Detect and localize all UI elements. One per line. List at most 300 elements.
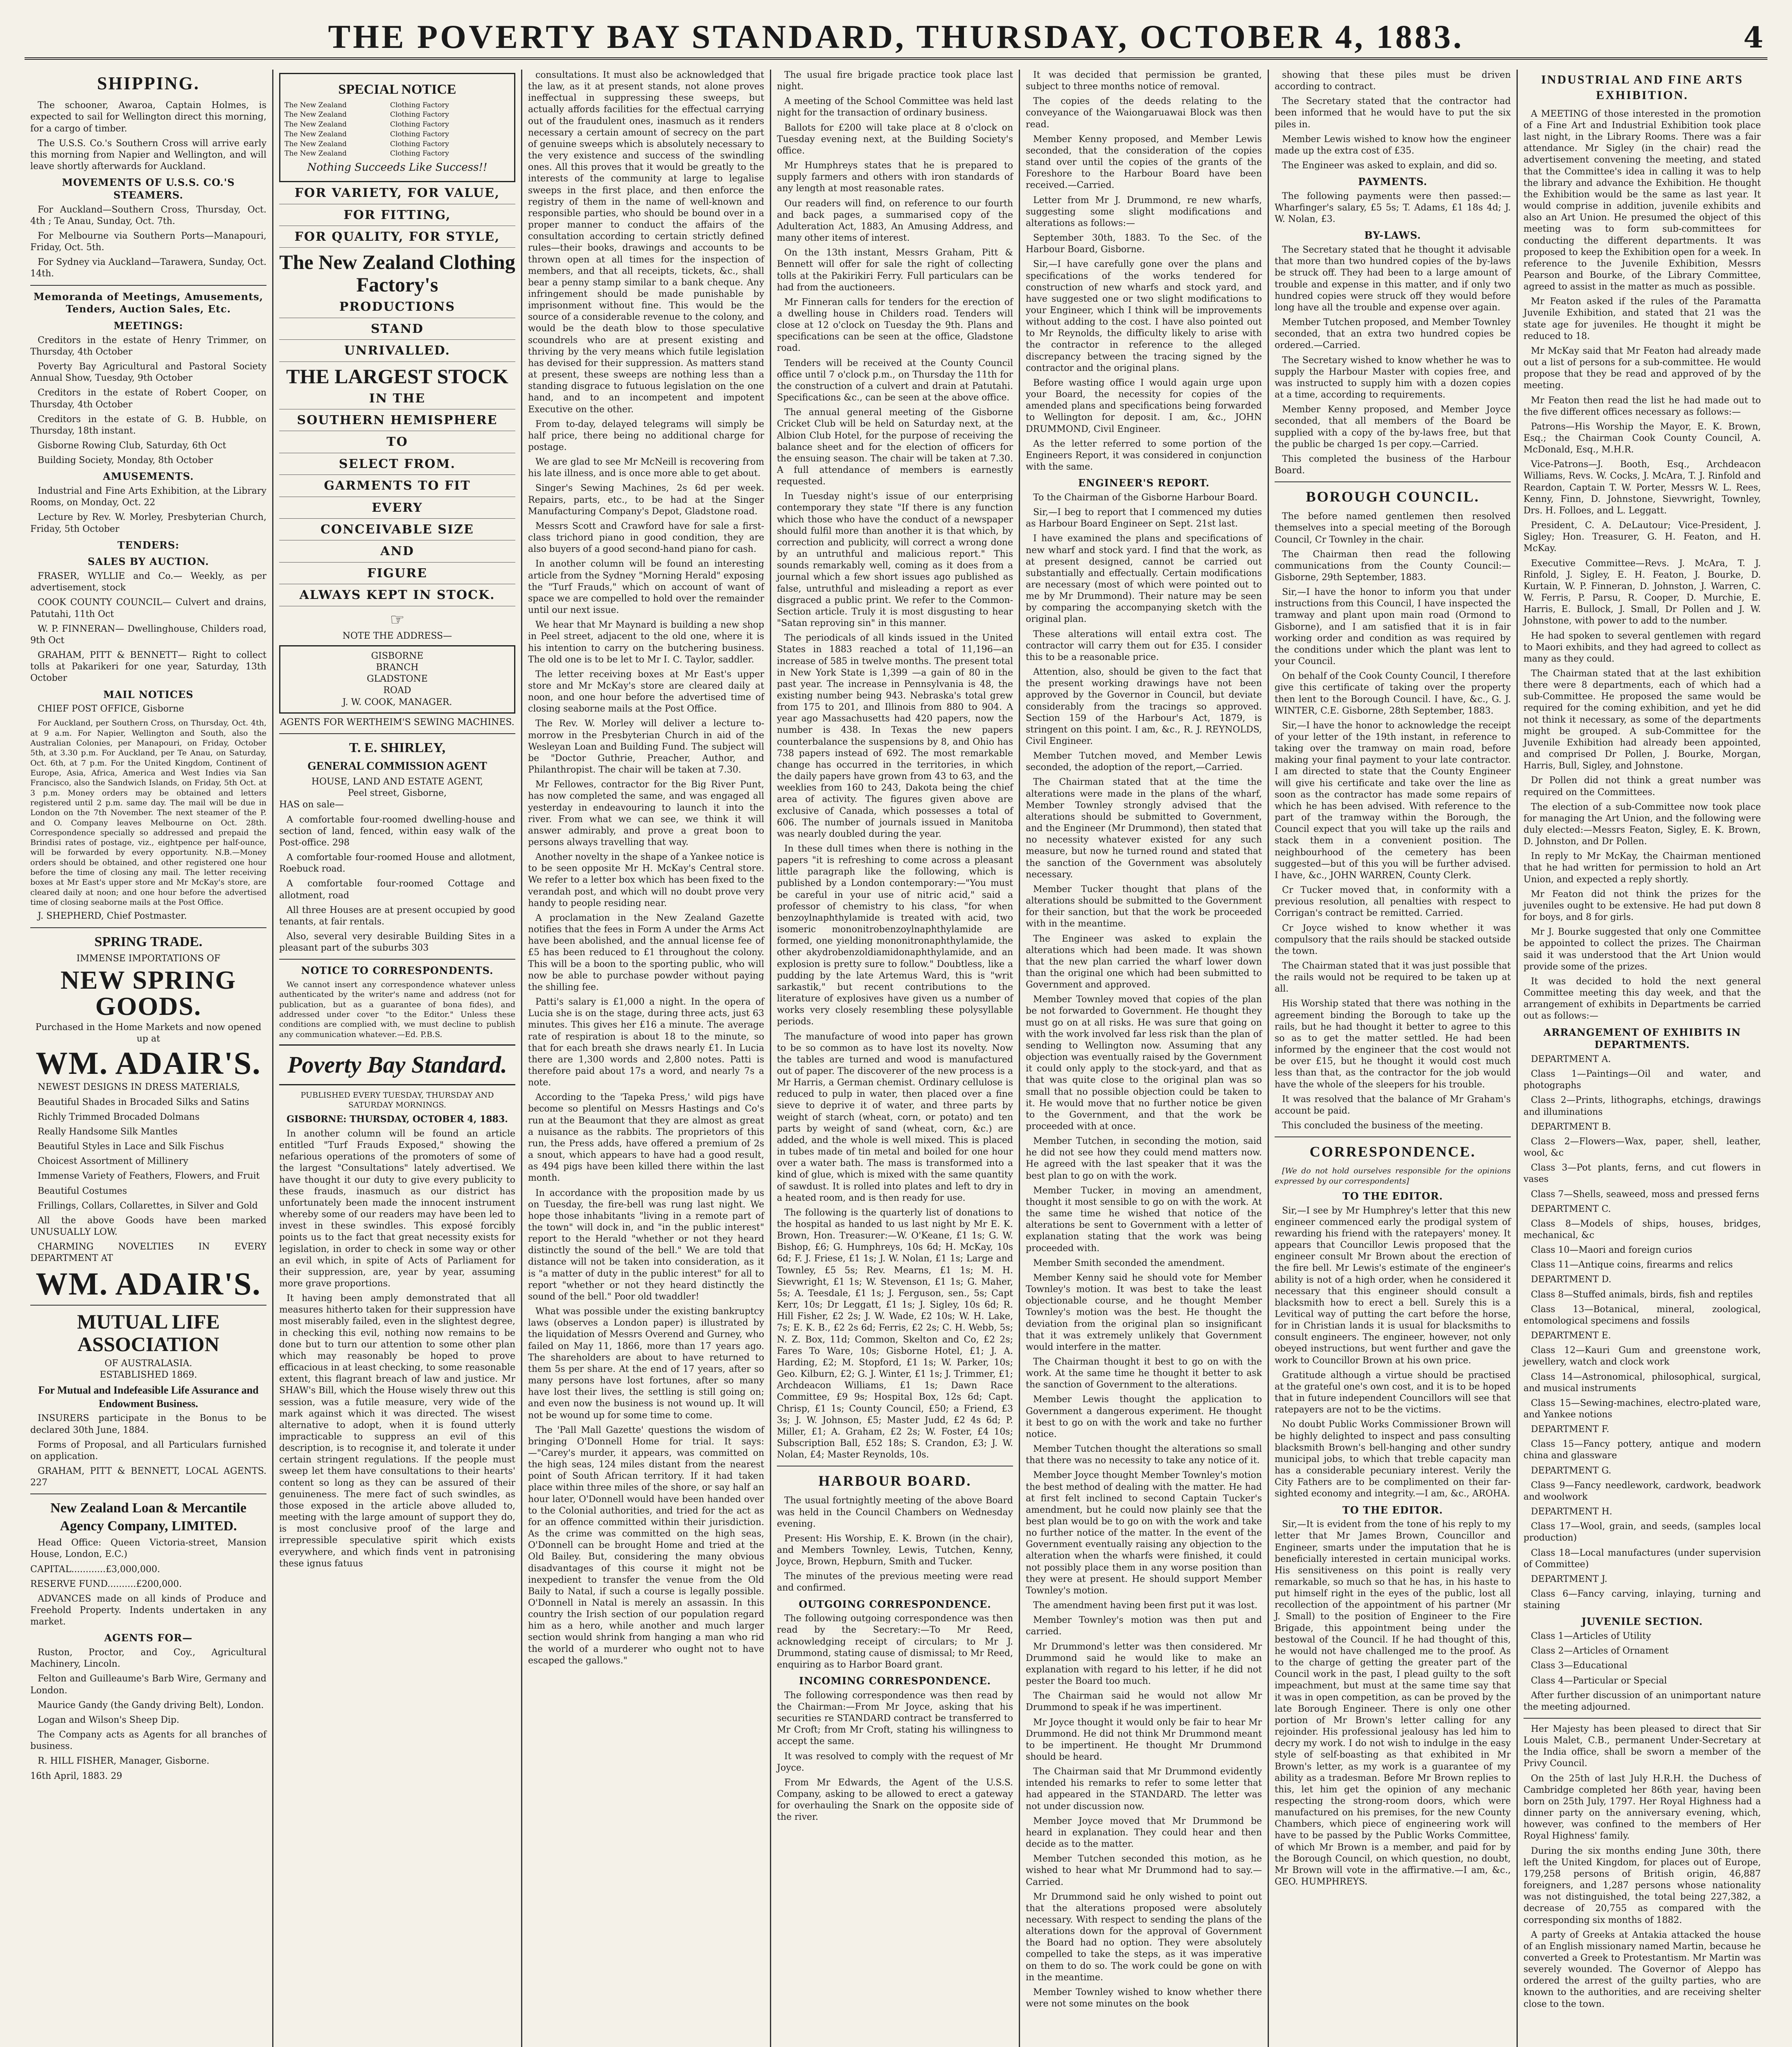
- address-line: J. W. COOK, MANAGER.: [342, 697, 452, 707]
- movement-item: For Auckland—Southern Cross, Thursday, Oct. 4th ; Te Anau, Sunday, Oct. 7th.: [30, 204, 266, 226]
- borough-council-heading: BOROUGH COUNCIL.: [1306, 488, 1480, 505]
- movement-item: For Sydney via Auckland—Tarawera, Sunday, Oct. 14th.: [30, 257, 266, 279]
- address-line: GISBORNE: [371, 651, 424, 661]
- sale-item: A comfortable four-roomed Cottage and allotment, road: [279, 879, 515, 901]
- editorial-paragraph: In another column will be found an article entitled "Turf Frauds Exposed," showing the nefarious operations of the promoters of some of the largest "Consultations" lately advertised. We have thought it our duty to give every publicity to these frauds, inasmuch as our district has unfortunately been made the innocent instrument whereby some of our readers may have been led to invest in these swindles. This exposé forcibly points us to the fact that great necessity exists for legislation, in order to check in some way or other an evil which, in spite of Acts of Parliament for their suppression, are, year by year, assuming more grave proportions.: [279, 1128, 515, 1289]
- house-land: HOUSE, LAND AND ESTATE AGENT,: [311, 777, 483, 787]
- harbour-paragraph: The Engineer was asked to explain, and did so.: [1282, 160, 1497, 171]
- news-paragraph: On the 25th of last July H.R.H. the Duchess of Cambridge completed her 86th year, having been born on 25th July, 1797. Her Royal Highness had a dinner party on the anniversary evening, which, however, was confined to the members of Her Royal Highness' family.: [1523, 1773, 1761, 1841]
- harbour-paragraph: Sir,—I have carefully gone over the plans and specifications of the works tendered for construction of new wharfs and stock yard, and have suggested one or two slight modifications to your Engineer, which I think will be improvements without adding to the cost. I have also pointed out to Mr Reynolds, the difficulty likely to arise with the contractor in reference to the alleged discrepancy between the tracing signed by the contractor and the original plans.: [1026, 259, 1262, 373]
- juvenile-item: Class 3—Educational: [1531, 1661, 1627, 1671]
- shipping-text: The schooner, Awaroa, Captain Holmes, is expected to sail for Wellington direct this morning, for a cargo of timber.: [30, 100, 266, 134]
- sale-item: FRASER, WYLLIE and Co.— Weekly, as per advertisement, stock: [30, 571, 266, 593]
- bylaws-paragraph: This completed the business of the Harbour Board.: [1275, 454, 1511, 476]
- ad-line: STAND: [279, 321, 515, 340]
- divider: [1275, 481, 1511, 482]
- nz-clothing-factory: The New Zealand Clothing Factory's: [279, 251, 515, 296]
- general-commission: GENERAL COMMISSION AGENT: [307, 760, 487, 773]
- exhibition-paragraph: He had spoken to several gentlemen with regard to Maori exhibits, and they had agreed to collect as many as they could.: [1523, 630, 1761, 664]
- letter-paragraph: Sir,—I see by Mr Humphrey's letter that this new engineer commenced early the prodigal system of rewarding his friend with the ratepayers' money. It appears that Councillor Lewis proposed that the engineer consult Mr Brown about the erection of the fire bell. Mr Lewis's estimate of the engineer's ability is not of a high order, when he considered it necessary that this engineer should consult a blacksmith how to erect a bell. Surely this is a Levitical way of putting the cart before the horse, for in Christian lands it is usual for blacksmiths to consult engineers. The engineer, however, not only obeyed instructions, but went further and gave the work to Councillor Brown at his own price.: [1275, 1205, 1511, 1366]
- sale-item: All three Houses are at present occupied by good tenants, at fair rentals.: [279, 905, 515, 927]
- harbour-paragraph: showing that these piles must be driven according to contract.: [1275, 70, 1511, 92]
- harbour-paragraph: Member Kenny said he should vote for Member Townley's motion. It was best to take the least objectionable course, and he thought Member Townley's motion was the best. He thought the deviation from the original plan so insignificant that it was extremely unlikely that Government would interfere in the matter.: [1026, 1272, 1262, 1352]
- unusually-low: All the above Goods have been marked UNUSUALLY LOW.: [30, 1215, 266, 1238]
- news-paragraph: Patti's salary is £1,000 a night. In the opera of Lucia she is on the stage, during three acts, just 63 minutes. This gives her £16 a minute. The average rate of respiration is about 18 to the minute, so that for each breath she draws nearly £1. In Lucia there are 1,300 words and 2,800 notes. Patti is therefore paid about 17s a word, and nearly 7s a note.: [528, 997, 764, 1088]
- memoranda-heading: Memoranda of Meetings, Amusements, Tenders, Auction Sales, Etc.: [33, 290, 264, 315]
- department-item: Class 15—Fancy pottery, antique and modern china and glassware: [1523, 1439, 1761, 1461]
- ad-line: FOR QUALITY, FOR STYLE,: [279, 229, 515, 248]
- masthead: [25, 16, 1767, 60]
- harbour-paragraph: Letter from Mr J. Drummond, re new wharfs, suggesting some slight modifications and alterations as follows:—: [1026, 195, 1262, 228]
- meeting-item: Gisborne Rowing Club, Saturday, 6th Oct: [38, 441, 226, 451]
- harbour-paragraph: I have examined the plans and specifications of new wharf and stock yard. I find that the work, as at present designed, cannot be carried out substantially and effectually. Certain modifications are necessary (most of which were pointed out to me by Mr Drummond). Their nature may be seen by comparing the accompanying sketch with the original plan.: [1026, 533, 1262, 625]
- news-paragraph: According to the 'Tapeka Press,' wild pigs have become so plentiful on Messrs Hastings and Co's run at the Beaumont that they are almost as great a nuisance as the rabbits. The proprietors of this run, the Press adds, have offered a premium of 2s a snout, which appears to have had a good result, as 494 pigs have been killed there within the last month.: [528, 1092, 764, 1184]
- news-paragraph: In Tuesday night's issue of our enterprising contemporary they state "If there is any function which those who have the conduct of a newspaper should fulfil more than another it is that which, by correction and publicity, will correct a wrong done by an untruthful and malicious report." This sounds remarkably well, coming as it does from a journal which a few short issues ago published as false, untruthful and misleading a report as ever disgraced a public print. We refer to the Common-Section article. Truly it is most disgusting to hear "Satan reproving sin" in this manner.: [777, 491, 1013, 629]
- design-item: NEWEST DESIGNS IN DRESS MATERIALS,: [38, 1082, 240, 1093]
- borough-paragraph: The before named gentlemen then resolved themselves into a special meeting of the Borough Council, Cr Townley in the chair.: [1275, 511, 1511, 545]
- factory-left: The New Zealand: [284, 101, 347, 109]
- to-the-editor: TO THE EDITOR.: [1342, 1504, 1443, 1516]
- sale-item: GRAHAM, PITT & BENNETT— Right to collect tolls at Pakarikeri for one year, Saturday, 13th October: [30, 650, 266, 684]
- ad-line: FOR FITTING,: [279, 208, 515, 226]
- news-paragraph: We are glad to see Mr McNeill is recovering from his late illness, and is once more able to get about.: [528, 457, 764, 479]
- date-footer: 16th April, 1883. 29: [30, 1771, 122, 1781]
- factory-left: The New Zealand: [284, 140, 347, 148]
- factory-right: Clothing Factory: [390, 111, 449, 119]
- sale-item: W. P. FINNERAN— Dwellinghouse, Childers road, 9th Oct: [30, 624, 266, 646]
- letter-paragraph: Gratitude although a virtue should be practised at the grateful one's own cost, and it is to be hoped that in future independent Councillors will see that ratepayers are not to be the victims.: [1275, 1370, 1511, 1415]
- news-paragraph: Mr Fellowes, contractor for the Big River Punt, has now completed the same, and was engaged all yesterday in endeavouring to launch it into the river. From what we can see, we think it will answer admirably, and prove a great boon to persons always travelling that way.: [528, 779, 764, 847]
- factory-left: The New Zealand: [284, 111, 347, 119]
- department-item: DEPARTMENT A.: [1531, 1054, 1611, 1064]
- department-item: Class 11—Antique coins, firearms and relics: [1531, 1260, 1733, 1270]
- divider: [30, 1493, 266, 1494]
- harbour-paragraph: The Chairman thought it best to go on with the work. At the same time he thought it better to ask the sanction of Government to the alterations.: [1026, 1356, 1262, 1390]
- news-paragraph: The usual fire brigade practice took place last night.: [777, 70, 1013, 92]
- news-paragraph: The 'Pall Mall Gazette' questions the wisdom of bringing O'Donnell Home for trial. It says:—"Carey's murder, it appears, was committed on the high seas, 124 miles distant from the nearest point of South African territory. If it had taken place within three miles of the shore, or say half an hour later, O'Donnell would have been handed over to the Colonial authorities, and tried for the act as for an offence committed within their jurisdiction. As the crime was committed on the high seas, O'Donnell can be brought Home and tried at the Old Bailey. But, considering the many obvious disadvantages of this course it might not be inexpedient to transfer the venue from the Old Baily to Natal, if such a course is legally possible. O'Donnell in Natal is merely an assassin. In this country the Irish section of our population regard him as a hero, while another and much larger section would shrink from hanging a man who rid the world of a murderer who ought not to have escaped the gallows.": [528, 1425, 764, 1666]
- design-item: Immense Variety of Feathers, Flowers, and Fruit: [38, 1171, 260, 1182]
- amusement-item: Industrial and Fine Arts Exhibition, at the Library Rooms, on Monday, Oct. 22: [30, 486, 266, 508]
- ad-line: IN THE: [279, 391, 515, 409]
- news-paragraph: Mr Finneran calls for tenders for the erection of a dwelling house in Childers road. Tenders will close at 12 o'clock on Tuesday the 9th. Plans and specifications can be seen at the office, Gladstone road.: [777, 297, 1013, 354]
- department-item: DEPARTMENT J.: [1531, 1574, 1607, 1584]
- ad-line: ALWAYS KEPT IN STOCK.: [279, 587, 515, 606]
- exhibition-paragraph: Mr McKay said that Mr Featon had already made out a list of persons for a sub-committee. He would propose that they be read and approved of by the meeting.: [1523, 346, 1761, 391]
- nothing-succeeds: Nothing Succeeds Like Success!!: [307, 161, 487, 174]
- harbour-paragraph: Attention, also, should be given to the fact that the present working drawings have not been approved by the Governor in Council, but deviate considerably from the tracings so approved. Section 159 of the Harbour's Act, 1879, is stringent on this point. I am, &c., R. J. REYNOLDS, Civil Engineer.: [1026, 667, 1262, 746]
- borough-paragraph: Sir,—I have the honor to acknowledge the receipt of your letter of the 19th instant, in reference to taking over the tramway on main road, before making your final payment to your late contractor. I am directed to state that the County Engineer will give his certificate and take over the line as soon as the contractor has made some repairs of which he has been advised. With reference to the part of the tramway within the Borough, the Council expect that you will take up the rails and stack them in a convenient position. The neighbourhood of the cemetery has been suggested—but of this you will be further advised. I have, &c., JOHN WARREN, County Clerk.: [1275, 720, 1511, 881]
- design-item: Beautiful Costumes: [38, 1186, 127, 1196]
- mutual-indefeasible: For Mutual and Indefeasible Life Assurance and Endowment Business.: [38, 1384, 259, 1410]
- news-paragraph: Her Majesty has been pleased to direct that Sir Louis Malet, C.B., permanent Under-Secretary at the India office, shall be sworn a member of the Privy Council.: [1523, 1724, 1761, 1769]
- sale-item: A comfortable four-roomed House and allotment, Roebuck road.: [279, 852, 515, 874]
- department-item: DEPARTMENT G.: [1531, 1465, 1611, 1476]
- immense-importations: IMMENSE IMPORTATIONS OF: [76, 953, 221, 964]
- news-paragraph: A meeting of the School Committee was held last night for the transaction of ordinary business.: [777, 96, 1013, 118]
- exhibition-paragraph: Dr Pollen did not think a great number was required on the Committees.: [1523, 775, 1761, 798]
- department-item: Class 8—Models of ships, houses, bridges, mechanical, &c: [1523, 1218, 1761, 1240]
- news-paragraph: From to-day, delayed telegrams will simply be half price, there being no additional charge for postage.: [528, 419, 764, 452]
- bylaws-paragraph: The Secretary stated that he thought it advisable that more than two hundred copies of the by-laws be struck off. They had been to a large amount of trouble and expense in this matter, and if only two hundred copies were struck off they would before long have all the trouble and expense over again.: [1275, 245, 1511, 313]
- department-item: Class 3—Pot plants, ferns, and cut flowers in vases: [1523, 1163, 1761, 1185]
- mutual-life-title: MUTUAL LIFE ASSOCIATION: [77, 1310, 220, 1356]
- design-item: Beautiful Shades in Brocaded Silks and Satins: [38, 1097, 249, 1107]
- harbour-paragraph: It was resolved to comply with the request of Mr Joyce.: [777, 1751, 1013, 1773]
- bylaws-paragraph: Member Tutchen proposed, and Member Townley seconded, that an extra two hundred copies be ordered.—Carried.: [1275, 317, 1511, 351]
- juvenile-item: Class 2—Articles of Ornament: [1531, 1646, 1669, 1656]
- juvenile-heading: JUVENILE SECTION.: [1581, 1615, 1703, 1628]
- letter-paragraph: Sir,—It is evident from the tone of his reply to my letter that Mr James Brown, Councillor and Engineer, smarts under the imputation that he is beneficially interested in certain municipal works. His sensitiveness on this point is really very remarkable, so much so that he has, in his haste to put himself right in the eyes of the public, lost all recollection of the appointment of his partner (Mr J. Small) to the position of Engineer to the Fire Brigade, this appointment being under the bestowal of the Council. If he had thought of this, he would not have challenged me to the proof. As to the charge of getting the greater part of the Council work in the past, I plead guilty to the soft impeachment, but must at the same time say that it was in open competition, as can be proved by the late Borough Engineer. There is only one other portion of Mr Brown's letter calling for any rejoinder. His professional jealousy has led him to decry my work. I do not wish to indulge in the easy style of self-boasting as that exhibited in Mr Brown's letter, as my work is a guarantee of my ability as a tradesman. Before Mr Brown replies to this, let him get the opinion of any mechanic respecting the strong-room doors, which were manufactured on his premises, for the new County Chambers, which piece of engineering work will have to be passed by the Public Works Committee, of which Mr Brown is a member, and paid for by the Borough Council, on which question, no doubt, Mr Brown will vote in the affirmative.—I am, &c., GEO. HUMPHREYS.: [1275, 1519, 1511, 1887]
- column-6: [1269, 70, 1518, 2047]
- harbour-subheading: INCOMING CORRESPONDENCE.: [799, 1675, 991, 1687]
- ad-line: SOUTHERN HEMISPHERE: [279, 413, 515, 431]
- factory-row: [284, 111, 510, 120]
- harbour-paragraph: Member Townley wished to know whether there were not some minutes on the book: [1026, 1987, 1262, 2009]
- ad-line: TO: [279, 434, 515, 453]
- news-paragraph: The periodicals of all kinds issued in the United States in 1883 reached a total of 11,196—an increase of 585 in twelve months. The present total in New York State is 1,399 —a gain of 80 in the past year. The increase in Pennsylvania is 48, the existing number being 943. Nebraska's total grew from 175 to 201, and Illinois from 880 to 904. A year ago Massachusetts had 420 papers, now the number is 438. In Texas the new papers counterbalance the suspensions by 8, and Ohio has 738 papers instead of 692. The most remarkable change has occurred in the territories, in which the daily papers have grown from 43 to 63, and the weeklies from 160 to 243, Dakota being the chief area of activity. The figures given above are exclusive of Canada, which possesses a total of 606. The number of journals issued in Manitoba was nearly doubled during the year.: [777, 633, 1013, 839]
- factory-left: The New Zealand: [284, 130, 347, 138]
- department-item: DEPARTMENT B.: [1531, 1121, 1611, 1132]
- harbour-paragraph: The following outgoing correspondence was then read by the Secretary:—To Mr Reed, acknowledging receipt of circulars; to Mr J. Drummond, stating cause of dismissal; to Mr Reed, enquiring as to Harbor Board grant.: [777, 1613, 1013, 1670]
- news-paragraph: Our readers will find, on reference to our fourth and back pages, a summarised copy of the Adulteration Act, 1883, An Amusing Address, and many other items of interest.: [777, 198, 1013, 244]
- exhibition-paragraph: President, C. A. DeLautour; Vice-President, J. Sigley; Hon. Treasurer, G. H. Featon, and H. McKay.: [1523, 520, 1761, 554]
- department-item: Class 10—Maori and foreign curios: [1531, 1245, 1693, 1256]
- newspaper-title: THE POVERTY BAY STANDARD, THURSDAY, OCTOBER 4, 1883.: [328, 18, 1464, 55]
- shipping-heading: SHIPPING.: [97, 73, 200, 93]
- exhibition-paragraph: The Chairman stated that at the last exhibition there were 8 departments, each of which had a sub-Committee. He proposed the same would be required for the coming exhibition, and yet he did not think it necessary, as some of the departments might be grouped. A sub-Committee for the Juvenile Exhibition had already been appointed, and comprised Dr Pollen, J. Bourke, Morgan, Harris, Bull, Sigley, and Johnstone.: [1523, 668, 1761, 771]
- news-paragraph: The letter receiving boxes at Mr East's upper store and Mr McKay's store are cleared daily at noon, and one hour before the advertised time of closing seaborne mails at the Post Office.: [528, 669, 764, 714]
- harbour-board-heading: HARBOUR BOARD.: [818, 1473, 972, 1489]
- reserve-fund: RESERVE FUND..........£200,000.: [30, 1579, 182, 1589]
- exhibition-paragraph: Patrons—His Worship the Mayor, E. K. Brown, Esq.; the Chairman Cook County Council, A. McDonald, Esq., M.H.R.: [1523, 421, 1761, 455]
- movement-item: For Melbourne via Southern Ports—Manapouri, Friday, Oct. 5th.: [30, 231, 266, 253]
- department-item: Class 12—Kauri Gum and greenstone work, jewellery, watch and clock work: [1523, 1345, 1761, 1367]
- graham-agents: GRAHAM, PITT & BENNETT, LOCAL AGENTS. 227: [30, 1466, 266, 1488]
- ad-line: FIGURE: [279, 566, 515, 584]
- dateline: GISBORNE: THURSDAY, OCTOBER 4, 1883.: [287, 1114, 508, 1125]
- harbour-paragraph: Member Joyce thought Member Townley's motion the best method of dealing with the matter. He had at first felt inclined to second Captain Tucker's amendment, but he could now plainly see that the best plan would be to go on with the work and take no further notice of the matter. In the event of the Government eventually raising any objection to the alteration when the wharfs were finished, it could not possibly place them in any worse position than they were at present. He should support Member Townley's motion.: [1026, 1470, 1262, 1596]
- insurers-text: INSURERS participate in the Bonus to be declared 30th June, 1884.: [30, 1413, 266, 1435]
- design-item: Choicest Assortment of Millinery: [38, 1156, 188, 1167]
- borough-paragraph: Cr Tucker moved that, in conformity with a previous resolution, all penalties with respect to Corrigan's contract be remitted. Carried.: [1275, 885, 1511, 919]
- harbour-paragraph: Member Tucker, in moving an amendment, thought it most sensible to go on with the work. At the same time he wished that notice of the alterations be sent to Government with a letter of explanation stating that the work was being proceeded with.: [1026, 1185, 1262, 1254]
- nz-loan-title: New Zealand Loan & Mercantile Agency Company, LIMITED.: [50, 1500, 247, 1534]
- harbour-paragraph: Member Smith seconded the amendment.: [1033, 1258, 1225, 1268]
- borough-paragraph: On behalf of the Cook County Council, I therefore give this certificate of taking over the property then lent to the Borough Council. I have, &c., G. J. WINTER, C.E. Gisborne, 28th September, 1883.: [1275, 671, 1511, 716]
- exhibition-paragraph: In reply to Mr McKay, the Chairman mentioned that he had written for permission to hold an Art Union, and expected a reply shortly.: [1523, 851, 1761, 885]
- harbour-paragraph: Member Tutchen moved, and Member Lewis seconded, the adoption of the report,—Carried.: [1026, 751, 1262, 773]
- agent-item: Logan and Wilson's Sheep Dip.: [38, 1715, 180, 1725]
- ad-line: CONCEIVABLE SIZE: [279, 522, 515, 540]
- charming-novelties: CHARMING NOVELTIES IN EVERY DEPARTMENT AT: [30, 1242, 266, 1264]
- news-paragraph: Mr Humphreys states that he is prepared to supply farmers and others with iron standards of any length at most reasonable rates.: [777, 160, 1013, 194]
- news-paragraph: On the 13th instant, Messrs Graham, Pitt & Bennett will offer for sale the right of collecting tolls at the Pakirikiri Ferry. Full particulars can be had from the auctioneers.: [777, 248, 1013, 293]
- department-item: Class 7—Shells, seaweed, moss and pressed ferns: [1531, 1189, 1760, 1200]
- factory-left: The New Zealand: [284, 120, 347, 129]
- forms-text: Forms of Proposal, and all Particulars furnished on application.: [30, 1439, 266, 1462]
- news-paragraph: The annual general meeting of the Gisborne Cricket Club will be held on Saturday next, at the Albion Club Hotel, for the purpose of receiving the balance sheet and for the election of officers for the ensuing season. The chair will be taken at 7.30. A full attendance of members is earnestly requested.: [777, 407, 1013, 487]
- has-on-sale: HAS on sale—: [279, 800, 344, 810]
- standard-flag: Poverty Bay Standard.: [279, 1044, 515, 1085]
- note-address: NOTE THE ADDRESS—: [342, 630, 452, 641]
- ad-line: SELECT FROM.: [279, 456, 515, 475]
- columns: [25, 70, 1767, 2047]
- harbour-paragraph: Sir,—I beg to report that I commenced my duties as Harbour Board Engineer on Sept. 21st last.: [1026, 507, 1262, 529]
- divider: [30, 285, 266, 286]
- department-item: Class 18—Local manufactures (under supervision of Committee): [1523, 1548, 1761, 1570]
- exhibition-paragraph: A MEETING of those interested in the promotion of a Fine Art and Industrial Exhibition took place last night, in the Library Rooms. There was a fair attendance. Mr Sigley (in the chair) read the advertisement convening the meeting, and stated that the Committee's idea in calling it was to help the library and advance the Exhibition. He thought the Exhibition would be the same as last year. It would comprise in addition, juvenile exhibits and also an Art Union. He presumed the object of this meeting was to form sub-committees for conducting the different departments. It was proposed to keep the Exhibition open for a week. In reference to the Juvenile Exhibition, Messrs Pearson and Bourke, of the Library Committee, agreed to assist in the matter as much as possible.: [1523, 108, 1761, 292]
- clothing-factory-ad: [279, 73, 515, 182]
- bylaws-paragraph: The Secretary wished to know whether he was to supply the Harbour Master with copies free, and was instructed to supply him with a dozen copies at a time, according to requirements.: [1275, 355, 1511, 400]
- design-item: Richly Trimmed Brocaded Dolmans: [38, 1112, 200, 1122]
- department-item: Class 13—Botanical, mineral, zoological, entomological specimens and fossils: [1523, 1304, 1761, 1326]
- borough-paragraph: His Worship stated that there was nothing in the agreement binding the Borough to take up the rails, but he had thought it better to agree to this so as to get the matter settled. He had been informed by the engineer that the cost would not be over £15, but he thought it would cost much less than that, as the contractor for the job would have the whole of the sleepers for his trouble.: [1275, 999, 1511, 1090]
- divider: [1523, 1718, 1761, 1719]
- harbour-paragraph: The Engineer was asked to explain the alterations which had been made. It was shown that the new plan carried the wharf lower down than the original one which had been submitted to Government and approved.: [1026, 933, 1262, 990]
- borough-paragraph: Cr Joyce wished to know whether it was compulsory that the rails should be stacked outside the town.: [1275, 923, 1511, 956]
- purchased-text: Purchased in the Home Markets and now opened up at: [35, 1022, 262, 1044]
- largest-stock: THE LARGEST STOCK: [286, 364, 508, 388]
- address-line: BRANCH: [376, 662, 419, 673]
- harbour-paragraph: Mr Drummond said he only wished to point out that the alterations proposed were absolutely necessary. With respect to sending the plans of the alterations down for the approval of Government the Board had no option. They were absolutely compelled to take the steps, as it was imperative on them to do so. The work could be gone on with in the meantime.: [1026, 1891, 1262, 1983]
- ad-line: EVERY: [279, 500, 515, 519]
- design-item: Frillings, Collars, Collarettes, in Silver and Gold: [38, 1200, 258, 1211]
- department-item: Class 8—Stuffed animals, birds, fish and reptiles: [1531, 1289, 1753, 1300]
- column-3: [522, 70, 771, 2047]
- exhibition-paragraph: Vice-Patrons—J. Booth, Esq., Archdeacon Williams, Revs. W. Cocks, J. McAra, T. J. Rinfold and Reardon, Captain T. W. Porter, Messrs W. L. Rees, Kenny, Finn, D. Johnstone, Sievwright, Townley, Drs. H. Folloes, and L. Leggatt.: [1523, 459, 1761, 516]
- after-further: After further discussion of an unimportant nature the meeting adjourned.: [1523, 1690, 1761, 1712]
- harbour-paragraph: Mr Joyce thought it would only be fair to hear Mr Drummond. He did not think Mr Drummond meant to be impertinent. He thought Mr Drummond should be heard.: [1026, 1717, 1262, 1762]
- divider: [30, 1305, 266, 1306]
- letter-dateline: September 30th, 1883. To the Sec. of the Harbour Board, Gisborne.: [1026, 233, 1262, 255]
- news-paragraph: In accordance with the proposition made by us on Tuesday, the fire-bell was rung last night. We hope those inhabitants "living in a remote part of the town" will dock in, and "in the public interest" report to the Herald "whether or not they heard distinctly the sound of the bell." We are told that distance will not be taken into consideration, as it is "a matter of duty in the public interest" for all to report "whether or not they heard distinctly the sound of the bell." Poor old twaddler!: [528, 1188, 764, 1302]
- department-item: Class 2—Prints, lithographs, etchings, drawings and illuminations: [1523, 1095, 1761, 1117]
- borough-paragraph: This concluded the business of the meeting.: [1282, 1121, 1483, 1131]
- of-australasia: OF AUSTRALASIA.: [104, 1358, 192, 1369]
- harbour-paragraph: Present: His Worship, E. K. Brown (in the chair), and Members Townley, Lewis, Tutchen, Kenny, Joyce, Brown, Hepburn, Smith and Tucker.: [777, 1533, 1013, 1567]
- harbour-paragraph: The minutes of the previous meeting were read and confirmed.: [777, 1571, 1013, 1593]
- harbour-paragraph: Member Joyce moved that Mr Drummond be heard in explanation. They could hear and then decide as to the matter.: [1026, 1816, 1262, 1850]
- exhibition-paragraph: It was decided to hold the next general Committee meeting this day week, and that the arrangement of exhibits in Departments be carried out as follows:—: [1523, 976, 1761, 1021]
- department-item: Class 6—Fancy carving, inlaying, turning and staining: [1523, 1589, 1761, 1611]
- factory-right: Clothing Factory: [390, 149, 449, 158]
- address-line: GLADSTONE: [367, 674, 428, 685]
- established: ESTABLISHED 1869.: [99, 1369, 197, 1380]
- harbour-paragraph: The usual fortnightly meeting of the above Board was held in the Council Chambers on Wednesday evening.: [777, 1496, 1013, 1529]
- harbour-paragraph: Member Townley's motion was then put and carried.: [1026, 1615, 1262, 1637]
- agent-item: Ruston, Proctor, and Coy., Agricultural Machinery, Lincoln.: [30, 1647, 266, 1670]
- department-item: Class 9—Fancy needlework, cardwork, beadwork and woolwork: [1523, 1480, 1761, 1502]
- correspondence-note: [We do not hold ourselves responsible for the opinions expressed by our correspondents]: [1275, 1166, 1511, 1186]
- department-item: Class 1—Paintings—Oil and water, and photographs: [1523, 1069, 1761, 1091]
- department-item: DEPARTMENT H.: [1531, 1507, 1612, 1517]
- amusement-item: Lecture by Rev. W. Morley, Presbyterian Church, Friday, 5th October: [30, 512, 266, 534]
- bylaws-paragraph: Member Kenny proposed, and Member Joyce seconded, that all members of the Board be supplied with a copy of the by-laws free, but that the public be charged 1s per copy.—Carried.: [1275, 404, 1511, 450]
- department-item: DEPARTMENT C.: [1531, 1204, 1611, 1214]
- exhibition-paragraph: Mr J. Bourke suggested that only one Committee be appointed to collect the prizes. The Chairman said it was understood that the Art Union would provide some of the prizes.: [1523, 927, 1761, 972]
- head-office: Head Office: Queen Victoria-street, Mansion House, London, E.C.): [30, 1538, 266, 1560]
- harbour-paragraph: Before wasting office I would again urge upon your Board, the necessity for copies of the amended plans and specifications being forwarded to Wellington for deposit. I am, &c., JOHN DRUMMOND, Civil Engineer.: [1026, 377, 1262, 434]
- bylaws-heading: BY-LAWS.: [1364, 229, 1421, 242]
- harbour-paragraph: The copies of the deeds relating to the conveyance of the Waiongaruawai Block was then read.: [1026, 96, 1262, 130]
- mail-signature: J. SHEPHERD, Chief Postmaster.: [38, 911, 187, 922]
- meeting-item: Creditors in the estate of G. B. Hubble, on Thursday, 18th instant.: [30, 414, 266, 436]
- amusements-heading: AMUSEMENTS.: [103, 470, 194, 483]
- borough-paragraph: Sir,—I have the honor to inform you that under instructions from this Council, I have inspected the tramway and plant upon main road (Ormond to Gisborne), and I am satisfied that it is in fair working order and condition as was required by the conditions under which the plant was lent to your Council.: [1275, 587, 1511, 667]
- meeting-item: Creditors in the estate of Henry Trimmer, on Thursday, 4th October: [30, 335, 266, 357]
- column-7: [1518, 70, 1767, 2047]
- harbour-paragraph: The Chairman said that Mr Drummond evidently intended his remarks to refer to some letter that had appeared in the STANDARD. The letter was not under discussion now.: [1026, 1767, 1262, 1812]
- department-item: Class 15—Sewing-machines, electro-plated ware, and Yankee notions: [1523, 1398, 1761, 1420]
- harbour-paragraph: The Chairman said he would not allow Mr Drummond to speak if he was impertinent.: [1026, 1691, 1262, 1713]
- design-item: Really Handsome Silk Mantles: [38, 1126, 178, 1137]
- design-item: Beautiful Styles in Lace and Silk Fischus: [38, 1141, 224, 1152]
- exhibition-paragraph: Executive Committee—Revs. J. McAra, T. J. Rinfold, J. Sigley, E. H. Featon, J. Bourke, D. Kurtain, W. P. Finneran, D. Johnston, J. Warren, C. W. Ferris, P. Parsu, R. Cooper, D. Murchie, E. Harris, E. Bullock, J. Small, Dr Pollen and J. W. Johnstone, with power to add to the number.: [1523, 558, 1761, 626]
- juvenile-item: Class 1—Articles of Utility: [1531, 1631, 1651, 1642]
- harbour-paragraph: Member Lewis thought the application to Government a dangerous experiment. He thought it best to go on with the work and take no further notice.: [1026, 1394, 1262, 1439]
- sale-item: A comfortable four-roomed dwelling-house and section of land, fenced, within easy walk of the Post-office. 298: [279, 814, 515, 848]
- harbour-paragraph: It was decided that permission be granted, subject to three months notice of removal.: [1026, 70, 1262, 92]
- factory-right: Clothing Factory: [390, 101, 449, 109]
- harbour-paragraph: Member Tutchen thought the alterations so small that there was no necessity to take any notice of it.: [1026, 1444, 1262, 1466]
- harbour-paragraph: Member Tutchen, in seconding the motion, said he did not see how they could mend matters now. He agreed with the last speaker that it was the best plan to go on with the work.: [1026, 1136, 1262, 1181]
- wm-adair-2: WM. ADAIR'S.: [36, 1265, 261, 1301]
- harbour-paragraph: To the Chairman of the Gisborne Harbour Board.: [1033, 492, 1258, 503]
- news-paragraph: In another column will be found an interesting article from the Sydney "Morning Herald" exposing the "Turf Frauds," which on account of want of space we are compelled to hold over the remainder until our next issue.: [528, 559, 764, 616]
- news-paragraph: Messrs Scott and Crawford have for sale a first-class trichord piano in good condition, they are also buyers of a good second-hand piano for cash.: [528, 521, 764, 555]
- address-block: [279, 645, 515, 714]
- payments-text: The following payments were then passed:—Wharfinger's salary, £5 5s; T. Adams, £1 18s 4d; J. W. Nolan, £3.: [1275, 191, 1511, 225]
- news-paragraph: Tenders will be received at the County Council office until 7 o'clock p.m., on Thursday the 11th for the construction of a culvert and drain at Patutahi. Specifications &c., can be seen at the above office.: [777, 358, 1013, 403]
- arrangement-heading: ARRANGEMENT OF EXHIBITS IN DEPARTMENTS.: [1543, 1026, 1741, 1051]
- harbour-paragraph: Member Tucker thought that plans of the alterations should be submitted to the Government for their sanction, but that the work be proceeded with in the meantime.: [1026, 884, 1262, 929]
- news-paragraph: We hear that Mr Maynard is building a new shop in Peel street, adjacent to the old one, where it is his intention to carry on the butchering business. The old one is to be let to Mr I. C. Taylor, saddler.: [528, 620, 764, 665]
- editorial-paragraph: It having been amply demonstrated that all measures hitherto taken for their suppression have most miserably failed, even in the slightest degree, in checking this evil, nothing now remains to be done but to turn our attention to some other plan which may reasonably be hoped to prove efficacious in at least checking, to some reasonable extent, this flagrant breach of law and justice. Mr SHAW's Bill, which the House wisely threw out this session, was a futile measure, very wide of the mark against which it was directed. The wisest alternative to adopt, when it is found utterly impracticable to suppress an evil of this description, is to recognise it, and tolerate it under certain stringent regulations. If the people must sweep let them have consultations to their hearts' content so long as they can be assured of their genuineness. The mere fact of such swindles, as those exposed in the article above alluded to, meeting with the large amount of support they do, is most conclusive proof of the large and irrepressible speculative spirit which exists everywhere, and which finds vent in patronising these ignus fatuus: [279, 1293, 515, 1569]
- agent-item: The Company acts as Agents for all branches of business.: [30, 1730, 266, 1752]
- to-the-editor: TO THE EDITOR.: [1342, 1190, 1443, 1202]
- meeting-item: Building Society, Monday, 8th October: [38, 455, 213, 466]
- agent-item: Felton and Guilleaume's Barb Wire, Germany and London.: [30, 1674, 266, 1696]
- published-line: PUBLISHED EVERY TUESDAY, THURSDAY AND SATURDAY MORNINGS.: [300, 1091, 494, 1110]
- borough-paragraph: The Chairman then read the following communications from the County Council:— Gisborne, 29th September, 1883.: [1275, 549, 1511, 583]
- news-paragraph: Singer's Sewing Machines, 2s 6d per week. Repairs, parts, etc., to be had at the Singer Manufacturing Company's Depot, Gladstone road.: [528, 483, 764, 517]
- department-item: DEPARTMENT E.: [1531, 1331, 1611, 1341]
- shirley-name: T. E. SHIRLEY,: [349, 740, 446, 755]
- factory-right: Clothing Factory: [390, 140, 449, 148]
- divider: [1275, 1136, 1511, 1137]
- letter-paragraph: No doubt Public Works Commissioner Brown will be highly delighted to inspect and pass consulting blacksmith Brown's bell-hanging and other sundry municipal jobs, to which that treble capacity man has a considerable pecuniary interest. Verily the City Fathers are to be complimented on their far-sighted economy and integrity.—I am, &c., AROHA.: [1275, 1419, 1511, 1499]
- engineer-report-heading: ENGINEER'S REPORT.: [1078, 477, 1210, 489]
- ad-line: AND: [279, 544, 515, 562]
- column-2: [273, 70, 522, 2047]
- department-item: DEPARTMENT D.: [1531, 1274, 1611, 1285]
- juvenile-item: Class 4—Particular or Special: [1531, 1675, 1667, 1686]
- exhibition-paragraph: Mr Featon then read the list he had made out to the five different offices necessary as follows:—: [1523, 395, 1761, 417]
- exhibition-paragraph: Mr Featon asked if the rules of the Paramatta Juvenile Exhibition, and stated that 21 was the state age for juveniles. He thought it might be reduced to 18.: [1523, 296, 1761, 341]
- agent-item: Maurice Gandy (the Gandy driving Belt), London.: [38, 1700, 264, 1710]
- harbour-paragraph: The Secretary stated that the contractor had been informed that he would have to put the six piles in.: [1275, 96, 1511, 130]
- industrial-exhibition-heading: INDUSTRIAL AND FINE ARTS EXHIBITION.: [1541, 73, 1743, 102]
- harbour-paragraph: The Chairman stated that at the time the alterations were made in the plans of the wharf, Member Townley strongly advised that the alterations should be submitted to Government, and the Engineer (Mr Drummond), then stated that no necessity whatever existed for any such measure, but now he turned round and stated that the sanction of the Government was absolutely necessary.: [1026, 777, 1262, 880]
- notice-correspondents: NOTICE TO CORRESPONDENTS.: [301, 965, 494, 977]
- sale-item: COOK COUNTY COUNCIL— Culvert and drains, Patutahi, 11th Oct: [30, 597, 266, 619]
- mail-heading: MAIL NOTICES: [103, 688, 194, 700]
- news-paragraph: The following is the quarterly list of donations to the hospital as handed to us last night by Mr E. K. Brown, Hon. Treasurer:—W. O'Keane, £1 1s; G. W. Bishop, £6; G. Humphreys, 10s 6d; H. McKay, 10s 6d; F. J. Friese, £1 1s; J. W. Nolan, £1 1s; Large and Townley, £5 5s; Rev. Mearns, £1 1s; M. H. Sievwright, £1 1s; W. Stevenson, £1 1s; G. Maher, 5s; A. Teesdale, £1 1s; J. Ferguson, sen., 5s; Capt Kerr, 10s; Dr Leggatt, £1 1s; J. Sigley, 10s 6d; R. Hill Fisher, £2 2s; J. W. Wade, £2 10s; W. H. Lake, 7s; E. K. B., £2 2s 6d; Ferris, £2 2s; C. H. Webb, 5s; N. Z. Box, 11d; Common, Skelton and Co, £2 2s; Fares To Ware, 10s; Gisborne Hotel, £1; J. A. Harding, £2; M. Stopford, £1 1s; W. Parker, 10s; Geo. Kilburn, £2; G. J. Winter, £1 1s; J. Trimmer, £1; Archdeacon Williams, £1 1s; Dawn Race Committee, £9 9s; Hospital Box, 12s 6d; Capt. Chrisp, £1 1s; County Council, £50; a Friend, £3 3s; J. W. Johnson, £5; Master Judd, £2 4s 6d; P. Miller, £1; A. Graham, £2 2s; W. Foster, £4 10s; Subscription Ball, £52 18s; S. Crandon, £3; J. W. Nolan, £4; Master Reynolds, 10s.: [777, 1207, 1013, 1460]
- special-notice: SPECIAL NOTICE: [338, 82, 456, 97]
- harbour-paragraph: The following correspondence was then read by the Chairman:—From Mr Joyce, asking that his securities re STANDARD contract be transferred to Mr Croft; from Mr Croft, stating his willingness to accept the same.: [777, 1690, 1013, 1747]
- column-1: [25, 70, 273, 2047]
- borough-paragraph: It was resolved that the balance of Mr Graham's account be paid.: [1275, 1094, 1511, 1116]
- department-item: Class 14—Astronomical, philosophical, surgical, and musical instruments: [1523, 1371, 1761, 1394]
- meetings-heading: MEETINGS:: [113, 320, 183, 332]
- agents-wertheim: AGENTS FOR WERTHEIM'S SEWING MACHINES.: [280, 717, 515, 728]
- factory-right: Clothing Factory: [390, 130, 449, 138]
- hill-fisher: R. HILL FISHER, Manager, Gisborne.: [38, 1756, 210, 1767]
- advances-text: ADVANCES made on all kinds of Produce and Freehold Property. Indents undertaken in any market.: [30, 1593, 266, 1627]
- divider: [279, 959, 515, 960]
- pointing-hand-icon: ☞: [390, 610, 405, 629]
- borough-paragraph: The Chairman stated that it was just possible that the rails would not be required to be taken up at all.: [1275, 960, 1511, 994]
- notice-correspondents-text: We cannot insert any correspondence whatever unless authenticated by the writer's name and address (not for publication, but as a guarantee of bona fides), and addressed under cover "to the Editor." Unless these conditions are complied with, we must decline to publish any communication whatever.—Ed. P.B.S.: [279, 980, 515, 1039]
- news-paragraph: The manufacture of wood into paper has grown to be so common as to have lost its novelty. Now the tables are turned and wood is manufactured out of paper. The discoverer of the new process is a Mr Harris, a German chemist. Ordinary cellulose is reduced to pulp in water, then placed over a fine sieve to deprive it of water, and three parts by weight of starch (wheat, corn, or potato) and ten parts by weight of sand (wheat, corn, &c.) are added, and the whole is well mixed. This is placed in tubes made of tin metal and boiled for one hour over a water bath. The mass is transformed into a kind of glue, which is mixed with the same quantity of sawdust. It is rolled into plates and left to dry in a heated room, and is then ready for use.: [777, 1031, 1013, 1203]
- agents-for: AGENTS FOR—: [104, 1632, 193, 1644]
- correspondence-heading: CORRESPONDENCE.: [1309, 1143, 1476, 1160]
- factory-row: [284, 130, 510, 139]
- factory-row: [284, 140, 510, 149]
- exhibition-paragraph: The election of a sub-Committee now took place for managing the Art Union, and the following were duly elected:—Messrs Featon, Sigley, E. K. Brown, D. Johnston, and Dr Pollen.: [1523, 802, 1761, 847]
- news-paragraph: A proclamation in the New Zealand Gazette notifies that the fees in Form A under the Arms Act have been abolished, and the annual license fee of £5 has been reduced to £1 throughout the colony. This will be a boon to the sporting public, who will now be able to purchase powder without paying the shilling fee.: [528, 913, 764, 992]
- news-paragraph: consultations. It must also be acknowledged that the law, as it at present stands, not alone proves ineffectual in suppressing these sweeps, but actually affords facilities for the effectual carrying out of the fraudulent ones, inasmuch as it renders necessary a certain amount of secrecy on the part of genuine sweeps which is absolutely necessary to the very existence and success of the swindling ones. All this proves that it would be greatly to the interests of the community at large to legalise sweeps in the first place, and then enforce the registry of them in the name of well-known and responsible parties, who should be bound over in a proper manner to conduct the affairs of the consultation according to certain strictly defined rules—their books, drawings and accounts to be thrown open at all times for the inspection of members, and that all receipts, tickets, &c., shall bear a penny stamp similar to a bank cheque. Any infringement should be made punishable by imprisonment without fine. This would be the source of a considerable revenue to the colony, and would be the death blow to those speculative scoundrels who are at present existing and thriving by the very means which futile legislation has devised for their suppression. As matters stand at present, these sweeps are nothing less than a standing disgrace to futuous legislation on the one hand, and to an incompetent and impotent Executive on the other.: [528, 70, 764, 415]
- ad-line: FOR VARIETY, FOR VALUE,: [279, 185, 515, 204]
- harbour-subheading: OUTGOING CORRESPONDENCE.: [799, 1598, 991, 1610]
- exhibition-paragraph: Mr Featon did not think the prizes for the juveniles ought to be extensive. He had put down 8 for boys, and 8 for girls.: [1523, 889, 1761, 923]
- news-paragraph: Another novelty in the shape of a Yankee notice is to be seen opposite Mr H. McKay's Central store. We refer to a letter box which has been fixed to the verandah post, and which will no doubt prove very handy to people residing near.: [528, 852, 764, 908]
- factory-right: Clothing Factory: [390, 120, 449, 129]
- address-line: ROAD: [383, 685, 411, 696]
- department-item: DEPARTMENT F.: [1531, 1424, 1609, 1435]
- meeting-item: Creditors in the estate of Robert Cooper, on Thursday, 4th October: [30, 388, 266, 410]
- ad-line: UNRIVALLED.: [279, 343, 515, 362]
- tenders-heading: TENDERS:: [117, 539, 180, 551]
- sale-item: Also, several very desirable Building Sites in a pleasant part of the suburbs 303: [279, 931, 515, 953]
- column-5: [1020, 70, 1269, 2047]
- harbour-paragraph: Member Townley moved that copies of the plan be not forwarded to Government. He thought they must go on at all risks. He was sure that going on with the work involved far less risk than the plan of sending to Wellington now. Assuming that any objection was eventually raised by the Government it could only apply to the stock-yard, and that as that was quite close to the original plan was so small that no possible objection could be taken to it. He would move that no further notice be given to the Government, and that the work be proceeded with at once.: [1026, 994, 1262, 1132]
- department-item: Class 2—Flowers—Wax, paper, shell, leather, wool, &c: [1523, 1136, 1761, 1159]
- new-spring-goods: NEW SPRING GOODS.: [60, 965, 237, 1021]
- sales-heading: SALES BY AUCTION.: [88, 556, 209, 568]
- meeting-item: Poverty Bay Agricultural and Pastoral Society Annual Show, Tuesday, 9th October: [30, 362, 266, 384]
- movements-heading: MOVEMENTS OF U.S.S. CO.'S STEAMERS.: [62, 176, 235, 201]
- column-4: [771, 70, 1020, 2047]
- factory-row: [284, 120, 510, 129]
- news-paragraph: The Rev. W. Morley will deliver a lecture to-morrow in the Presbyterian Church in aid of the Wesleyan Loan and Building Fund. The subject will be "Doctor Guthrie, Preacher, Author, and Philanthropist. The chair will be taken at 7.30.: [528, 718, 764, 775]
- news-paragraph: What was possible under the existing bankruptcy laws (observes a London paper) is illustrated by the liquidation of Messrs Overend and Gurney, who failed on May 11, 1866, more than 17 years ago. The shareholders are about to have returned to them 5s per share. At the end of 17 years, after so many persons have lost fortunes, after so many have lost their lives, the settling is still going on; and even now the business is not wound up. It will not be wound up for some time to come.: [528, 1306, 764, 1421]
- department-item: Class 17—Wool, grain, and seeds, (samples local production): [1523, 1521, 1761, 1543]
- capital: CAPITAL............£3,000,000.: [30, 1564, 160, 1575]
- harbour-paragraph: As the letter referred to some portion of the Engineers Report, it was considered in conjunction with the same.: [1026, 438, 1262, 472]
- peel-street: Peel street, Gisborne,: [348, 788, 447, 799]
- harbour-paragraph: Mr Drummond's letter was then considered. Mr Drummond said he would like to make an explanation with regard to his letter, if he did not pester the Board too much.: [1026, 1641, 1262, 1687]
- shipping-text: The U.S.S. Co.'s Southern Cross will arrive early this morning from Napier and Wellington, and will leave shortly afterwards for Auckland.: [30, 138, 266, 172]
- harbour-paragraph: Member Kenny proposed, and Member Lewis seconded, that the consideration of the copies stand over until the copies of the grants of the Foreshore to the Harbour Board have been received.—Carried.: [1026, 134, 1262, 191]
- factory-row: [284, 149, 510, 158]
- harbour-paragraph: From Mr Edwards, the Agent of the U.S.S. Company, asking to be allowed to erect a gateway for overhauling the Snark on the opposite side of the river.: [777, 1777, 1013, 1823]
- harbour-paragraph: Member Lewis wished to know how the engineer made up the extra cost of £35.: [1275, 134, 1511, 156]
- factory-left: The New Zealand: [284, 149, 347, 158]
- news-paragraph: A party of Greeks at Antakia attacked the house of an English missionary named Martin, because he converted a Greek to Protestantism. Mr Martin was severely wounded. The Governor of Aleppo has ordered the arrest of the guilty parties, who are known to the authorities, and are receiving shelter close to the town.: [1523, 1930, 1761, 2009]
- ad-line: GARMENTS TO FIT: [279, 478, 515, 497]
- payments-heading: PAYMENTS.: [1358, 176, 1428, 188]
